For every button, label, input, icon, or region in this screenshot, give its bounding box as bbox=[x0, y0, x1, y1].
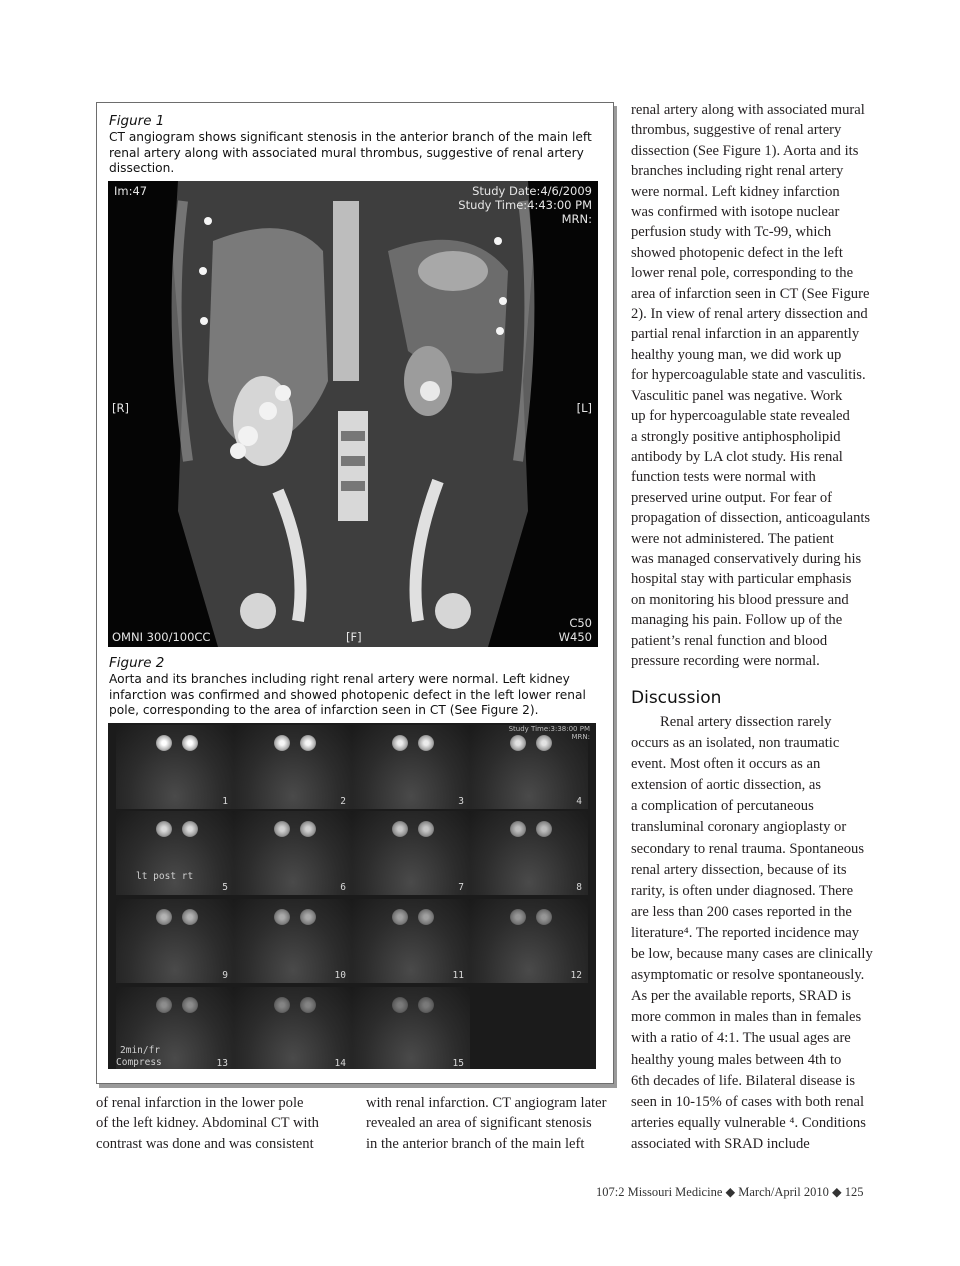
figure-1-caption: CT angiogram shows significant stenosis in the anterior branch of the main left renal artery along with associated mural thrombus, suggestive of renal artery dissection. bbox=[109, 130, 592, 176]
text-line: showed photopenic defect in the left bbox=[631, 244, 843, 261]
discussion-body bbox=[631, 712, 891, 1155]
kidney-uptake-left bbox=[392, 909, 408, 925]
kidney-uptake-right bbox=[182, 821, 198, 837]
text-line: area of infarction seen in CT (See Figure bbox=[631, 285, 870, 302]
kidney-uptake-right bbox=[536, 821, 552, 837]
kidney-uptake-right bbox=[300, 821, 316, 837]
text-line: of renal infarction in the lower pole bbox=[96, 1095, 304, 1111]
frame-number: 4 bbox=[576, 796, 582, 807]
text-line: secondary to renal trauma. Spontaneous bbox=[631, 840, 865, 857]
scan-header bbox=[509, 725, 590, 741]
text-line: perfusion study with Tc-99, which bbox=[631, 224, 832, 241]
text-line: hospital stay with particular emphasis bbox=[631, 571, 852, 588]
text-line: be low, because many cases are clinically bbox=[631, 946, 873, 963]
kidney-uptake-right bbox=[418, 909, 434, 925]
text-line: with renal infarction. CT angiogram later bbox=[366, 1095, 607, 1111]
figure-2-caption: Aorta and its branches including right renal artery were normal. Left kidney infarction was confirmed and showed photopenic defect in the left lower renal pole, corresponding to the area of infarction seen in CT (See Figure 2). bbox=[109, 672, 586, 718]
text-line: asymptomatic or resolve spontaneously. bbox=[631, 967, 865, 984]
text-line: contrast was done and was consistent bbox=[96, 1135, 314, 1152]
kidney-uptake-left bbox=[274, 997, 290, 1013]
frame-number: 1 bbox=[222, 796, 228, 807]
text-line: partial renal infarction in an apparently bbox=[631, 326, 860, 343]
text-line: are less than 200 cases reported in the bbox=[631, 903, 852, 920]
kidney-uptake-left bbox=[156, 735, 172, 751]
scan-position-label: lt post rt bbox=[136, 871, 194, 882]
ct-right-marker: [R] bbox=[112, 401, 129, 415]
text-line: occurs as an isolated, non traumatic bbox=[631, 735, 840, 752]
text-line: event. Most often it occurs as an bbox=[631, 756, 821, 773]
text-line: As per the available reports, SRAD is bbox=[631, 988, 852, 1005]
text-line: healthy young man, we did work up bbox=[631, 346, 842, 363]
ct-image-number: Im:47 bbox=[114, 184, 148, 198]
text-line: were normal. Left kidney infarction bbox=[631, 183, 840, 200]
text-line: on monitoring his blood pressure and bbox=[631, 591, 849, 608]
kidney-uptake-right bbox=[418, 821, 434, 837]
text-line: function tests were normal with bbox=[631, 469, 816, 486]
text-line: were not administered. The patient bbox=[631, 530, 834, 547]
frame-number: 10 bbox=[334, 970, 346, 981]
text-line: of the left kidney. Abdominal CT with bbox=[96, 1115, 319, 1132]
middle-column bbox=[366, 1093, 621, 1154]
text-line: preserved urine output. For fear of bbox=[631, 489, 832, 506]
kidney-uptake-right bbox=[182, 997, 198, 1013]
ct-contrast-label: OMNI 300/100CC bbox=[112, 630, 211, 644]
scan-frame-rate: 2min/fr bbox=[120, 1045, 161, 1056]
text-line: thrombus, suggestive of renal artery bbox=[631, 122, 842, 139]
text-line: rarity, is often under diagnosed. There bbox=[631, 882, 854, 899]
scan-frame bbox=[234, 987, 352, 1069]
frame-number: 6 bbox=[340, 882, 346, 893]
frame-number: 15 bbox=[452, 1058, 464, 1069]
text-line: a strongly positive antiphospholipid bbox=[631, 428, 841, 445]
kidney-uptake-left bbox=[510, 909, 526, 925]
scan-mrn: MRN: bbox=[571, 733, 590, 741]
frame-number: 12 bbox=[570, 970, 582, 981]
frame-number: 9 bbox=[222, 970, 228, 981]
page-footer: 107:2 Missouri Medicine ◆ March/April 2010 ◆ 125 bbox=[596, 1185, 864, 1199]
text-line: literature⁴. The reported incidence may bbox=[631, 924, 860, 941]
frame-number: 5 bbox=[222, 882, 228, 893]
figure-1-label: Figure 1 bbox=[109, 113, 165, 129]
text-line: renal artery along with associated mural bbox=[631, 102, 865, 118]
ct-angiogram-image bbox=[108, 181, 598, 647]
scan-frame bbox=[352, 899, 470, 983]
text-line: 6th decades of life. Bilateral disease is bbox=[631, 1072, 856, 1089]
text-line: 2). In view of renal artery dissection and bbox=[631, 306, 868, 323]
text-line: Vasculitic panel was negative. Work bbox=[631, 387, 843, 404]
ct-bottom-marker: [F] bbox=[346, 630, 362, 644]
kidney-uptake-left bbox=[274, 909, 290, 925]
frame-number: 13 bbox=[216, 1058, 228, 1069]
kidney-uptake-left bbox=[156, 997, 172, 1013]
ct-left-marker: [L] bbox=[576, 401, 592, 415]
text-line: healthy young males between 4th to bbox=[631, 1051, 842, 1068]
text-line: propagation of dissection, anticoagulants bbox=[631, 510, 871, 527]
kidney-uptake-right bbox=[418, 735, 434, 751]
kidney-uptake-right bbox=[182, 735, 198, 751]
frame-number: 2 bbox=[340, 796, 346, 807]
figure-panel bbox=[96, 102, 614, 1084]
kidney-uptake-right bbox=[300, 997, 316, 1013]
text-line: patient’s renal function and blood bbox=[631, 632, 828, 649]
text-line: transluminal coronary angioplasty or bbox=[631, 819, 847, 836]
frame-number: 7 bbox=[458, 882, 464, 893]
scan-study-time: Study Time:3:38:00 PM bbox=[508, 725, 590, 733]
ct-anatomy-drawing bbox=[108, 181, 598, 647]
text-line: antibody by LA clot study. His renal bbox=[631, 448, 843, 465]
ct-window-width: W450 bbox=[558, 630, 592, 644]
left-column bbox=[96, 1093, 351, 1154]
text-line: revealed an area of significant stenosis bbox=[366, 1115, 592, 1132]
text-line: Renal artery dissection rarely bbox=[660, 714, 832, 730]
kidney-uptake-left bbox=[274, 821, 290, 837]
scan-frame bbox=[352, 811, 470, 895]
kidney-uptake-right bbox=[182, 909, 198, 925]
ct-window-info bbox=[559, 616, 592, 644]
scan-frame bbox=[470, 811, 588, 895]
text-line: a complication of percutaneous bbox=[631, 798, 814, 815]
text-line: managing his pain. Follow up of the bbox=[631, 612, 843, 629]
scan-frame bbox=[234, 725, 352, 809]
text-line: associated with SRAD include bbox=[631, 1135, 810, 1152]
ct-study-time: Study Time:4:43:00 PM bbox=[458, 198, 592, 212]
scan-frame bbox=[234, 899, 352, 983]
kidney-uptake-right bbox=[300, 735, 316, 751]
kidney-uptake-left bbox=[156, 909, 172, 925]
text-line: branches including right renal artery bbox=[631, 163, 844, 180]
frame-number: 8 bbox=[576, 882, 582, 893]
ct-window-center: C50 bbox=[569, 616, 592, 630]
kidney-uptake-left bbox=[392, 735, 408, 751]
text-line: seen in 10-15% of cases with both renal bbox=[631, 1093, 865, 1110]
ct-study-date: Study Date:4/6/2009 bbox=[472, 184, 592, 198]
kidney-uptake-right bbox=[536, 909, 552, 925]
kidney-uptake-right bbox=[418, 997, 434, 1013]
ct-study-info bbox=[458, 184, 592, 226]
scan-frame bbox=[116, 899, 234, 983]
text-line: extension of aortic dissection, as bbox=[631, 777, 822, 794]
frame-number: 3 bbox=[458, 796, 464, 807]
kidney-uptake-left bbox=[392, 821, 408, 837]
figure-2-label: Figure 2 bbox=[109, 655, 165, 671]
frame-number: 14 bbox=[334, 1058, 346, 1069]
text-line: up for hypercoagulable state revealed bbox=[631, 408, 850, 425]
scan-frame bbox=[470, 899, 588, 983]
scan-mode: Compress bbox=[116, 1057, 162, 1068]
kidney-uptake-left bbox=[392, 997, 408, 1013]
text-line: in the anterior branch of the main left bbox=[366, 1135, 585, 1152]
kidney-uptake-right bbox=[300, 909, 316, 925]
right-column-top bbox=[631, 100, 891, 671]
scan-frame bbox=[116, 725, 234, 809]
text-line: was confirmed with isotope nuclear bbox=[631, 204, 840, 221]
scan-frame bbox=[116, 811, 234, 895]
discussion-heading: Discussion bbox=[631, 688, 722, 708]
text-line: renal artery dissection, because of its bbox=[631, 861, 847, 878]
scan-frame bbox=[352, 725, 470, 809]
kidney-uptake-left bbox=[274, 735, 290, 751]
text-line: with a ratio of 4:1. The usual ages are bbox=[631, 1030, 851, 1047]
text-line: pressure recording were normal. bbox=[631, 652, 820, 669]
text-line: more common in males than in females bbox=[631, 1009, 862, 1026]
scan-frame bbox=[234, 811, 352, 895]
text-line: lower renal pole, corresponding to the bbox=[631, 265, 854, 282]
text-line: was managed conservatively during his bbox=[631, 550, 862, 567]
frame-number: 11 bbox=[452, 970, 464, 981]
text-line: dissection (See Figure 1). Aorta and its bbox=[631, 142, 859, 159]
nuclear-perfusion-scan-image bbox=[108, 723, 596, 1069]
text-line: for hypercoagulable state and vasculitis. bbox=[631, 367, 866, 384]
text-line: arteries equally vulnerable ⁴. Conditions bbox=[631, 1114, 866, 1131]
kidney-uptake-left bbox=[510, 821, 526, 837]
ct-mrn: MRN: bbox=[561, 212, 592, 226]
kidney-uptake-left bbox=[156, 821, 172, 837]
scan-frame bbox=[352, 987, 470, 1069]
